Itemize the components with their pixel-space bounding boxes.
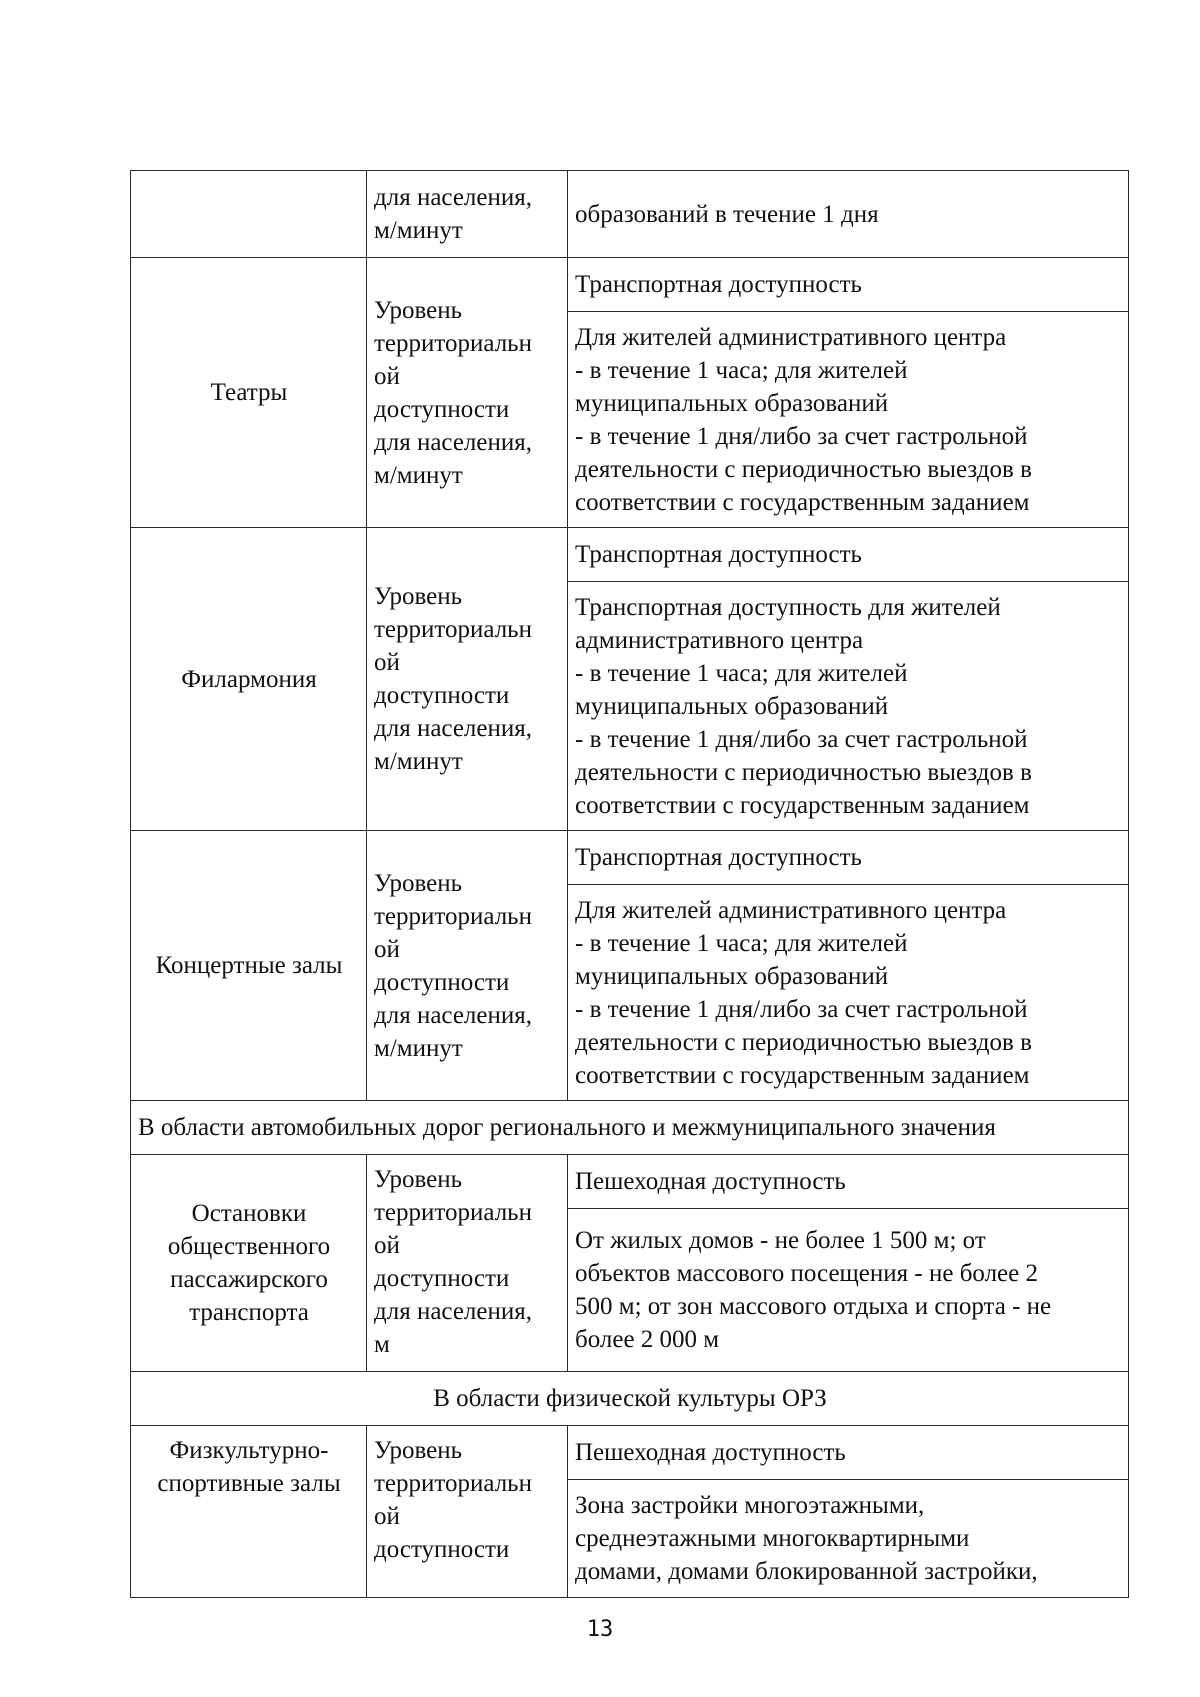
value-text: Зона застройки многоэтажными, среднеэтажными многоквартирными домами, домами блокированной застройки, <box>575 1492 1038 1585</box>
table-row <box>131 171 1129 258</box>
indicator-text: Уровень территориальн ой доступности для населения, м/минут <box>374 869 532 1062</box>
value-cell <box>568 171 1129 258</box>
section-heading: В области автомобильных дорог регионального и межмуниципального значения <box>138 1114 996 1141</box>
object-name: Остановки общественного пассажирского транспорта <box>167 1200 331 1326</box>
access-type: Транспортная доступность <box>575 271 862 298</box>
table-row <box>131 1426 1129 1480</box>
section-heading-cell <box>131 1101 1129 1155</box>
table-row <box>131 1155 1129 1209</box>
indicator-text: для населения, м/минут <box>374 184 532 244</box>
indicator-cell <box>367 528 568 831</box>
access-type: Транспортная доступность <box>575 844 862 871</box>
indicator-cell <box>367 1426 568 1598</box>
object-name: Театры <box>210 379 288 406</box>
access-type: Пешеходная доступность <box>575 1439 846 1466</box>
object-name-cell <box>131 171 367 258</box>
value-cell <box>568 1209 1129 1372</box>
section-heading-cell <box>131 1372 1129 1426</box>
value-text: Для жителей административного центра - в течение 1 часа; для жителей муниципальных образований - в течение 1 дня/либо за счет гастрольной деятельности с периодичностью выездов в соответствии с государственным заданием <box>575 896 1032 1089</box>
value-cell <box>568 312 1129 528</box>
value-text: образований в течение 1 дня <box>575 200 879 228</box>
access-type-cell <box>568 258 1129 312</box>
section-row <box>131 1372 1129 1426</box>
access-type: Транспортная доступность <box>575 541 862 568</box>
table-row <box>131 831 1129 885</box>
object-name-cell <box>131 1426 367 1598</box>
access-type-cell <box>568 1155 1129 1209</box>
object-name-cell <box>131 831 367 1101</box>
object-name: Концертные залы <box>155 952 343 979</box>
indicator-cell <box>367 831 568 1101</box>
table-row <box>131 528 1129 582</box>
indicator-text: Уровень территориальн ой доступности для населения, м <box>374 1166 532 1358</box>
indicator-cell <box>367 258 568 528</box>
object-name-cell <box>131 258 367 528</box>
object-name-cell <box>131 1155 367 1372</box>
indicator-cell <box>367 171 568 258</box>
object-name-cell <box>131 528 367 831</box>
access-type-cell <box>568 528 1129 582</box>
object-name: Физкультурно- спортивные залы <box>157 1437 341 1497</box>
indicator-text: Уровень территориальн ой доступности для населения, м/минут <box>374 296 532 489</box>
access-type-cell <box>568 1426 1129 1480</box>
section-row <box>131 1101 1129 1155</box>
value-text: Транспортная доступность для жителей административного центра - в течение 1 часа; для жителей муниципальных образований - в течение 1 дня/либо за счет гастрольной деятельности с периодичностью выездов в соответствии с государственным заданием <box>575 593 1032 819</box>
value-cell <box>568 1480 1129 1598</box>
value-text: Для жителей административного центра - в течение 1 часа; для жителей муниципальных образований - в течение 1 дня/либо за счет гастрольной деятельности с периодичностью выездов в соответствии с государственным заданием <box>575 323 1032 516</box>
indicator-cell <box>367 1155 568 1372</box>
value-text: От жилых домов - не более 1 500 м; от объектов массового посещения - не более 2 500 м; от зон массового отдыха и спорта - не более 2 000 м <box>575 1227 1052 1353</box>
access-type: Пешеходная доступность <box>575 1168 846 1195</box>
access-type-cell <box>568 831 1129 885</box>
page-number: 13 <box>586 1617 614 1642</box>
indicator-text: Уровень территориальн ой доступности для населения, м/минут <box>374 583 532 775</box>
section-heading: В области физической культуры ОРЗ <box>433 1385 827 1412</box>
value-cell <box>568 582 1129 831</box>
table-row <box>131 258 1129 312</box>
value-cell <box>568 885 1129 1101</box>
object-name: Филармония <box>181 665 317 693</box>
norms-table <box>130 170 1129 1598</box>
indicator-text: Уровень территориальн ой доступности <box>374 1437 532 1563</box>
